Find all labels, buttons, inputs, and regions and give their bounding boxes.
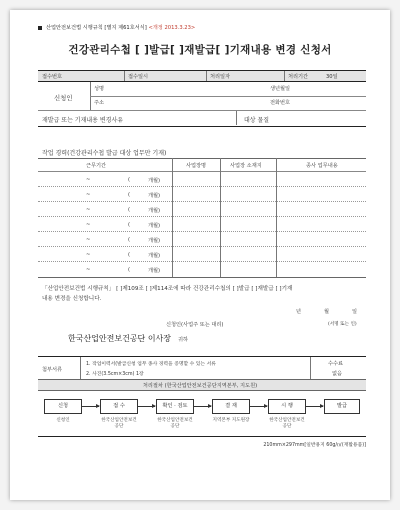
arrow-icon [138, 406, 155, 407]
attachments-label: 첨부서류 [42, 367, 63, 373]
arrow-icon [194, 406, 211, 407]
arrow-icon [82, 406, 99, 407]
form-sheet [10, 10, 390, 500]
row-months: 개월) [148, 178, 161, 184]
row-tilde: ~ [86, 237, 91, 243]
date-month: 월 [324, 309, 330, 315]
fee-value: 없음 [332, 371, 343, 377]
procedure-title: 처리절차 (한국산업안전보건공단지역본부, 지도원) [142, 383, 258, 389]
applicant-label: 신청인 [54, 94, 73, 102]
col-work-period: 근무기간 [86, 163, 107, 169]
row-tilde: ~ [86, 192, 91, 198]
row-months: 개월) [148, 208, 161, 214]
signature-sign: (서명 또는 인) [328, 322, 357, 327]
row-tilde: ~ [86, 222, 91, 228]
flow-step-approve: 결 재 [212, 399, 250, 414]
row-tilde: ~ [86, 252, 91, 258]
row-paren: ( [128, 192, 131, 198]
row-tilde: ~ [86, 177, 91, 183]
target-substance-label: 대상 물질 [244, 117, 270, 124]
header-text: 산업안전보건법 시행규칙 [별지 제61호서식] [46, 25, 147, 31]
rule-after-receipt [38, 81, 366, 82]
row-months: 개월) [148, 253, 161, 259]
attachment-item-2: 2. 사진(3.5cm×3cm) 1장 [86, 372, 144, 377]
applicant-address-label: 주소 [94, 100, 105, 106]
paper-size-footer: 210mm×297mm[일반용지 60g/㎡(재활용품)] [263, 443, 366, 448]
form-header [38, 24, 195, 31]
row-months: 개월) [148, 193, 161, 199]
flow-step-receive: 접 수 [100, 399, 138, 414]
recipient-suffix: 귀하 [178, 337, 189, 343]
flow-sub-label: 한국산업안전보건공단 [101, 418, 137, 429]
flow-step-execute: 시 행 [268, 399, 306, 414]
period-value: 30일 [326, 74, 338, 80]
date-year: 년 [296, 309, 302, 315]
row-paren: ( [128, 222, 131, 228]
flow-sub-label: 한국산업안전보건공단 [269, 418, 305, 429]
row-months: 개월) [148, 223, 161, 229]
flow-step-issue: 발급 [324, 399, 360, 414]
statement-line1: 「산업안전보건법 시행규칙」 [ ]제109조 [ ]제114조에 따라 건강관리수첩의 [ ]발급 [ ]재발급 [ ]기재 [42, 286, 293, 292]
receipt-date-label: 접수일시 [128, 74, 149, 80]
process-date-label: 처리일자 [210, 74, 231, 80]
row-paren: ( [128, 237, 131, 243]
row-months: 개월) [148, 238, 161, 244]
applicant-phone-label: 전화번호 [270, 100, 291, 106]
row-paren: ( [128, 177, 131, 183]
date-day: 일 [352, 309, 358, 315]
period-label: 처리기간 [288, 74, 309, 80]
attachment-item-1: 1. 작업이력서(발급신청 업무 종사 경력을 증명할 수 있는 서류 [86, 362, 216, 367]
recipient-name: 한국산업안전보건공단 이사장 [68, 334, 172, 343]
row-months: 개월) [148, 268, 161, 274]
flow-sub-label: 한국산업안전보건공단 [157, 418, 193, 429]
row-tilde: ~ [86, 207, 91, 213]
col-workplace-address: 사업장 소재지 [230, 163, 262, 169]
flow-step-review: 확인 · 검토 [156, 399, 194, 414]
row-paren: ( [128, 267, 131, 273]
reason-label: 재발급 또는 기재내용 변경사유 [42, 117, 124, 124]
flow-sub-label: 지역본부 지도원장 [212, 418, 250, 423]
fee-label: 수수료 [328, 361, 344, 367]
receipt-row [38, 71, 366, 81]
receipt-no-label: 접수번호 [42, 74, 63, 80]
flow-step-apply: 신청 [44, 399, 82, 414]
row-paren: ( [128, 252, 131, 258]
col-duty: 종사 업무내용 [306, 163, 338, 169]
col-workplace-name: 사업장명 [186, 163, 207, 169]
applicant-birth-label: 생년월일 [270, 86, 291, 92]
work-history-label: 작업 경력(건강관리수첩 발급 대상 업무만 기재) [42, 150, 167, 157]
form-title: 건강관리수첩 [ ]발급[ ]재발급[ ]기재내용 변경 신청서 [68, 44, 332, 56]
row-paren: ( [128, 207, 131, 213]
applicant-name-label: 성명 [94, 86, 105, 92]
statement-line2: 내용 변경을 신청합니다. [42, 296, 102, 302]
arrow-icon [306, 406, 323, 407]
arrow-icon [250, 406, 267, 407]
header-revision: <개정 2013.3.23> [148, 25, 196, 31]
bullet-square-icon [38, 26, 42, 30]
row-tilde: ~ [86, 267, 91, 273]
signature-label: 신청인(사업주 또는 대리) [166, 322, 224, 328]
flow-sub-label: 신청인 [56, 418, 70, 423]
